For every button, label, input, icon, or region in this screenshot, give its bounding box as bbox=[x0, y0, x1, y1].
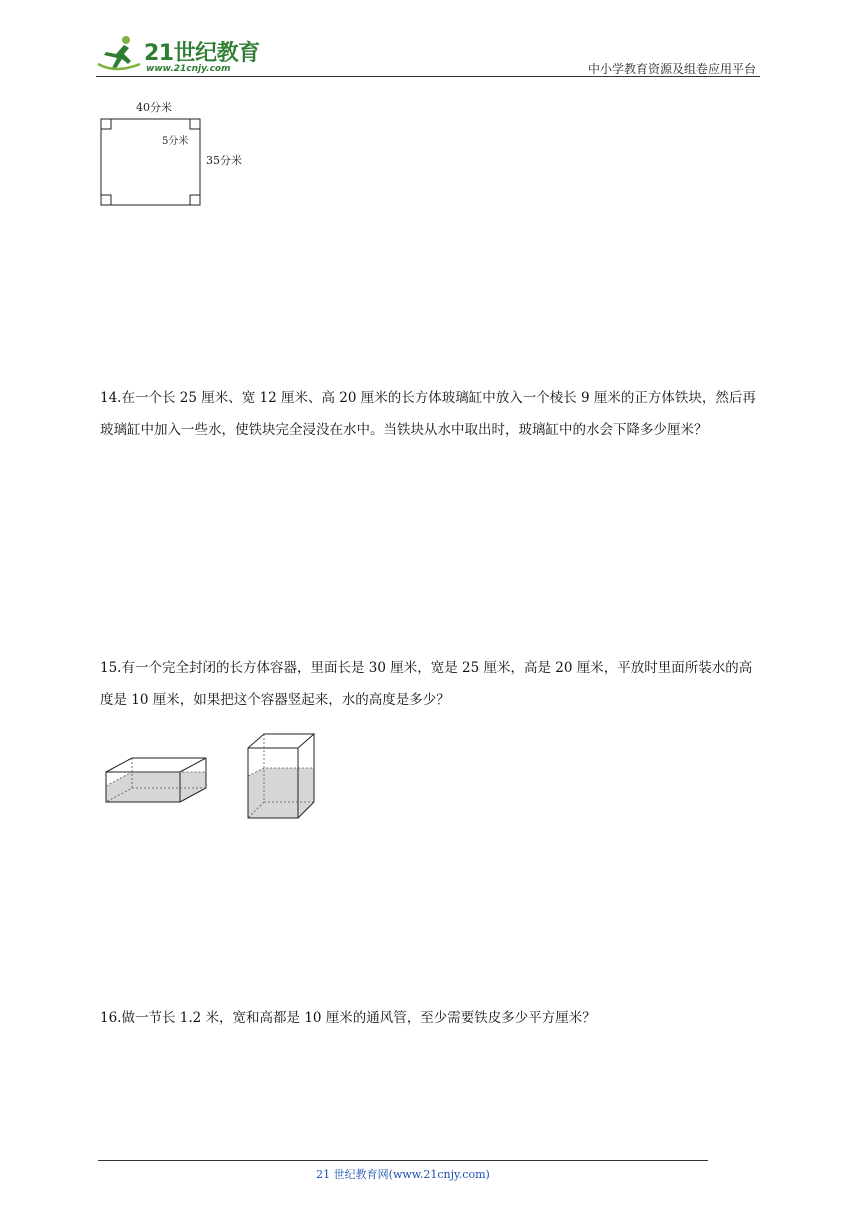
logo-title: 21世纪教育 bbox=[144, 41, 260, 66]
footer-divider bbox=[98, 1160, 708, 1161]
question-15 bbox=[100, 652, 764, 716]
question-14 bbox=[100, 382, 764, 446]
figure-square-sheet bbox=[96, 96, 256, 212]
question-text: 有一个完全封闭的长方体容器，里面长是 30 厘米，宽是 25 厘米，高是 20 厘米，平放时里面所装水的高度是 10 厘米，如果把这个容器竖起来，水的高度是多少？ bbox=[100, 660, 753, 708]
logo-subtitle: www.21cnjy.com bbox=[146, 64, 231, 74]
question-text: 做一节长 1.2 米，宽和高都是 10 厘米的通风管，至少需要铁皮多少平方厘米？ bbox=[121, 1010, 596, 1026]
question-number: 14. bbox=[100, 390, 122, 406]
header-platform-name: 中小学教育资源及组卷应用平台 bbox=[587, 62, 756, 76]
question-text: 在一个长 25 厘米、宽 12 厘米、高 20 厘米的长方体玻璃缸中放入一个棱长 9 厘米的正方体铁块，然后再玻璃缸中加入一些水，使铁块完全浸没在水中。当铁块从水中取出时，玻璃缸中的水会下降多少厘米？ bbox=[100, 390, 756, 438]
question-number: 15. bbox=[100, 660, 122, 676]
figure-flat-container bbox=[100, 752, 212, 810]
figure-corner-label: 5分米 bbox=[162, 136, 189, 147]
corner-cutouts bbox=[101, 119, 200, 205]
question-number: 16. bbox=[100, 1010, 122, 1026]
header-divider bbox=[96, 76, 760, 77]
footer-link[interactable]: 21 世纪教育网(www.21cnjy.com) bbox=[316, 1168, 490, 1181]
question-16 bbox=[100, 1002, 764, 1034]
runner-logo-icon bbox=[96, 34, 142, 74]
site-logo bbox=[96, 34, 260, 78]
figure-top-label: 40分米 bbox=[136, 101, 172, 114]
figure-side-label: 35分米 bbox=[206, 154, 242, 167]
figure-upright-container bbox=[244, 732, 318, 822]
